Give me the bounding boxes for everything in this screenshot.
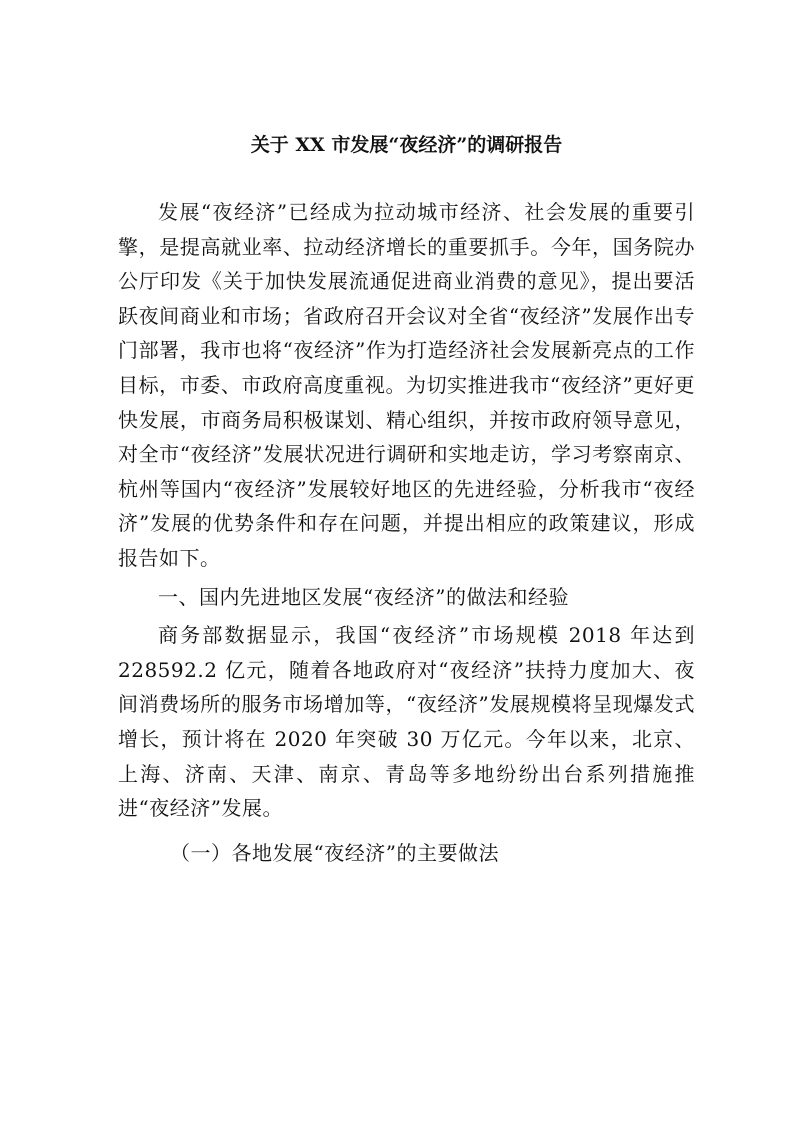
document-title: 关于 XX 市发展“夜经济”的调研报告	[250, 134, 563, 156]
section-heading-1: 一、国内先进地区发展“夜经济”的做法和经验	[158, 584, 569, 609]
intro-paragraph: 发展“夜经济”已经成为拉动城市经济、社会发展的重要引擎，是提高就业率、拉动经济增长的重要抓手。今年，国务院办公厅印发《关于加快发展流通促进商业消费的意见》，提出要活跃夜间商业和市场；省政府召开会议对全省“夜经济”发展作出专门部署，我市也将“夜经济”作为打造经济社会发展新亮点的工作目标，市委、市政府高度重视。为切实推进我市“夜经济”更好更快发展，市商务局积极谋划、精心组织，并按市政府领导意见，对全市“夜经济”发展状况进行调研和实地走访，学习考察南京、杭州等国内“夜经济”发展较好地区的先进经验，分析我市“夜经济”发展的优势条件和存在问题，并提出相应的政策建议，形成报告如下。	[118, 200, 695, 570]
market-data-paragraph: 商务部数据显示，我国“夜经济”市场规模 2018 年达到 228592.2 亿元，随着各地政府对“夜经济”扶持力度加大、夜间消费场所的服务市场增加等，“夜经济”发展规模将呈现爆发式增长，预计将在 2020 年突破 30 万亿元。今年以来，北京、上海、济南、天津、南京、青岛等多地纷纷出台系列措施推进“夜经济”发展。	[118, 623, 695, 821]
subsection-heading-1: （一）各地发展“夜经济”的主要做法	[170, 840, 499, 865]
